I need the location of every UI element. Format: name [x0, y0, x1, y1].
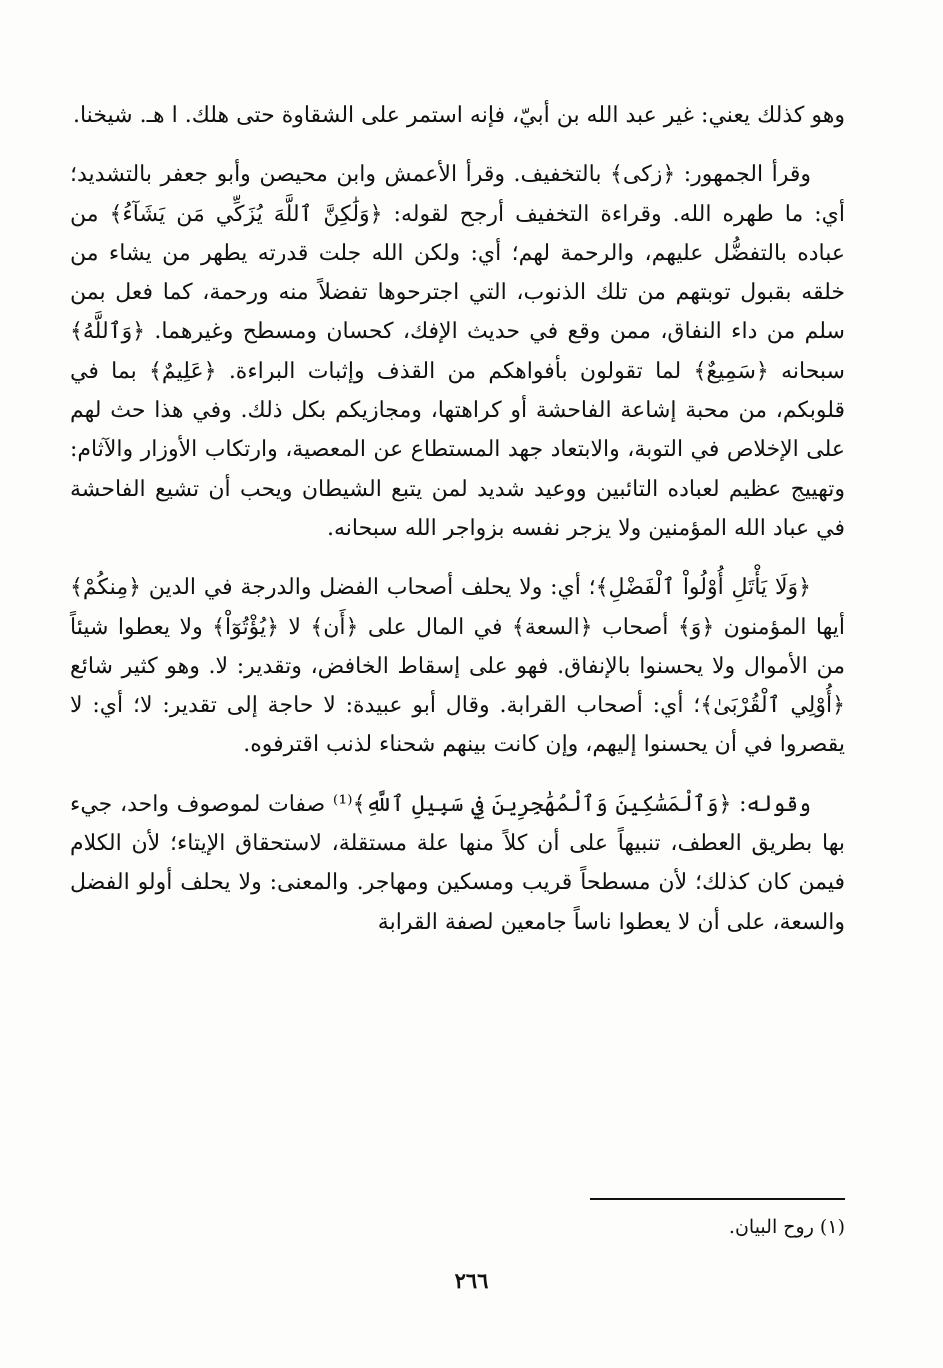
footnote: (١) روح البيان. [728, 1216, 845, 1238]
main-text [70, 96, 845, 962]
footnote-divider [590, 1198, 845, 1200]
page-number: ٢٦٦ [454, 1268, 489, 1293]
paragraph-4: وقوله: ﴿وَٱلْمَسَٰكِينَ وَٱلْمُهَٰجِرِينَ فِي سَبِيلِ ٱللَّهِ﴾⁽¹⁾ صفات لموصوف واحد، جيء بها بطريق العطف، تنبيهاً على أن كلاً منها علة مستقلة، لاستحقاق الإيتاء؛ لأن الكلام فيمن كان كذلك؛ لأن مسطحاً قريب ومسكين ومهاجر. والمعنى: ولا يحلف أولو الفضل والسعة، على أن لا يعطوا ناساً جامعين لصفة القرابة [70, 791, 845, 935]
paragraph-2: وقرأ الجمهور: ﴿زكى﴾ بالتخفيف. وقرأ الأعمش وابن محيصن وأبو جعفر بالتشديد؛ أي: ما طهره الله. وقراءة التخفيف أرجح لقوله: ﴿وَلَٰكِنَّ ٱللَّهَ يُزَكِّي مَن يَشَآءُ﴾ من عباده بالتفضُّل عليهم، والرحمة لهم؛ أي: ولكن الله جلت قدرته يطهر من يشاء من خلقه بقبول توبتهم من تلك الذنوب، التي اجترحوها تفضلاً منه ورحمة، كما فعل بمن سلم من داء النفاق، ممن وقع في حديث الإفك، كحسان ومسطح وغيرهما. ﴿وَٱللَّهُ﴾ سبحانه ﴿سَمِيعٌ﴾ لما تقولون بأفواهكم من القذف وإثبات البراءة. ﴿عَلِيمٌ﴾ بما في قلوبكم، من محبة إشاعة الفاحشة أو كراهتها، ومجازيكم بكل ذلك. وفي هذا حث لهم على الإخلاص في التوبة، والابتعاد جهد المستطاع عن المعصية، وارتكاب الأوزار والآثام: وتهييج عظيم لعباده التائبين ووعيد شديد لمن يتبع الشيطان ويحب أن تشيع الفاحشة في عباد الله المؤمنين ولا يزجر نفسه بزواجر الله سبحانه. [70, 162, 845, 541]
paragraph-3: ﴿وَلَا يَأْتَلِ أُوْلُواْ ٱلْفَضْلِ﴾؛ أي: ولا يحلف أصحاب الفضل والدرجة في الدين ﴿مِنكُمْ﴾ أيها المؤمنون ﴿وَ﴾ أصحاب ﴿السعة﴾ في المال على ﴿أَن﴾ لا ﴿يُؤْتُوٓاْ﴾ ولا يعطوا شيئاً من الأموال ولا يحسنوا بالإنفاق. فهو على إسقاط الخافض، وتقدير: لا. وهو كثير شائع ﴿أُوْلِي ٱلْقُرْبَىٰ﴾؛ أي: أصحاب القرابة. وقال أبو عبيدة: لا حاجة إلى تقدير: لا؛ أي: لا يقصروا في أن يحسنوا إليهم، وإن كانت بينهم شحناء لذنب اقترفوه. [70, 575, 845, 758]
paragraph-1: وهو كذلك يعني: غير عبد الله بن أبيّ، فإنه استمر على الشقاوة حتى هلك. ا هـ. شيخنا. [72, 103, 845, 128]
